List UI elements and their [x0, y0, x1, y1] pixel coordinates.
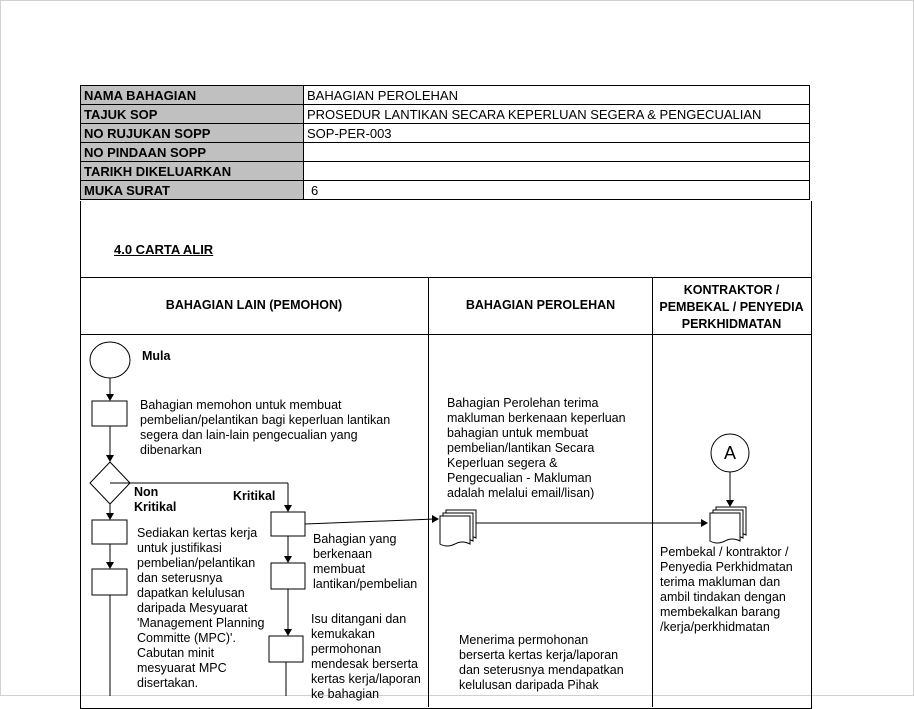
arrow-head: [701, 519, 708, 527]
text-line: dan seterusnya mendapatkan: [459, 663, 624, 677]
header-label: MUKA SURAT: [81, 181, 304, 200]
text-line: dapatkan kelulusan: [137, 586, 245, 600]
column-header-perolehan: BAHAGIAN PEROLEHAN: [465, 298, 616, 312]
text-line: kertas kerja/laporan: [311, 672, 421, 686]
arrow-head: [106, 513, 114, 520]
header-value: PROSEDUR LANTIKAN SECARA KEPERLUAN SEGERA & PENGECUALIAN: [304, 105, 810, 124]
header-label: TAJUK SOP: [81, 105, 304, 124]
text-line: mendesak berserta: [311, 657, 419, 671]
arrow-head: [726, 500, 734, 507]
section-title: 4.0 CARTA ALIR: [114, 242, 214, 257]
process-box-prepare: [92, 520, 127, 544]
text-line: 'Management Planning: [137, 616, 265, 630]
text-line: Bahagian yang: [313, 532, 397, 546]
header-value: BAHAGIAN PEROLEHAN: [304, 86, 810, 105]
kontraktor-text: [660, 545, 793, 635]
process-box-appoint: [271, 563, 305, 589]
header-label: TARIKH DIKELUARKAN: [81, 162, 304, 181]
critical-label: Kritikal: [233, 489, 276, 503]
text-line: berkenaan: [313, 547, 373, 561]
header-label: NO PINDAAN SOPP: [81, 143, 304, 162]
column-header-line: KONTRAKTOR /: [683, 283, 780, 297]
connector-a-label: A: [723, 443, 736, 463]
text-line: Cabutan minit: [137, 646, 215, 660]
start-terminator: [90, 342, 130, 378]
arrow-head: [106, 394, 114, 401]
text-line: Keperluan segera &: [447, 456, 558, 470]
column-header-pemohon: BAHAGIAN LAIN (PEMOHON): [165, 298, 343, 312]
arrow-head: [284, 505, 292, 512]
text-line: pembelian/pelantikan bagi keperluan lantikan: [140, 413, 391, 427]
text-line: pembelian/lantikan Secara: [447, 441, 595, 455]
arrow-head: [284, 556, 292, 563]
text-line: Bahagian memohon untuk membuat: [140, 398, 342, 412]
connector-line: [305, 519, 435, 524]
text-line: membekalkan barang: [660, 605, 781, 619]
text-line: kemukakan: [311, 627, 375, 641]
header-value: SOP-PER-003: [304, 124, 810, 143]
document-stack-kontraktor: [710, 513, 740, 543]
arrow-head: [106, 455, 114, 462]
text-line: ke bahagian: [311, 687, 380, 701]
text-line: adalah melalui email/lisan): [447, 486, 595, 500]
text-line: permohonan: [311, 642, 382, 656]
submit-text: [311, 612, 421, 702]
text-line: segera dan lain-lain pengecualian yang: [140, 428, 358, 442]
appoint-text: [313, 532, 417, 592]
document-stack-perolehan: [440, 516, 470, 546]
text-line: disertakan.: [137, 676, 199, 690]
text-line: daripada Mesyuarat: [137, 601, 248, 615]
text-line: mesyuarat MPC: [137, 661, 227, 675]
text-line: untuk justifikasi: [137, 541, 222, 555]
text-line: dibenarkan: [140, 443, 202, 457]
perolehan-approval-text: [459, 633, 624, 693]
text-line: Bahagian Perolehan terima: [447, 396, 599, 410]
process-box-critical: [271, 512, 305, 536]
text-line: makluman berkenaan keperluan: [447, 411, 626, 425]
header-value: 6: [304, 181, 810, 200]
text-line: Non: [134, 485, 159, 499]
prepare-text: [137, 526, 264, 691]
text-line: membuat: [313, 562, 366, 576]
text-line: kelulusan daripada Pihak: [459, 678, 599, 692]
text-line: berserta kertas kerja/laporan: [459, 648, 619, 662]
text-line: Isu ditangani dan: [311, 612, 407, 626]
text-line: ambil tindakan dengan: [660, 590, 786, 604]
arrow-head: [284, 629, 292, 636]
perolehan-receive-text: [447, 396, 626, 501]
non-critical-label: [134, 485, 176, 515]
text-line: pembelian/pelantikan: [137, 556, 256, 570]
text-line: Committe (MPC)'.: [137, 631, 236, 645]
text-line: terima makluman dan: [660, 575, 781, 589]
text-line: Pembekal / kontraktor /: [660, 545, 789, 559]
text-line: bahagian untuk membuat: [447, 426, 589, 440]
text-line: lantikan/pembelian: [313, 577, 418, 591]
arrow-head: [106, 562, 114, 569]
text-line: Sediakan kertas kerja: [137, 526, 258, 540]
text-line: /kerja/perkhidmatan: [660, 620, 770, 634]
header-label: NAMA BAHAGIAN: [81, 86, 304, 105]
process-box-submit: [269, 636, 303, 662]
arrow-head: [432, 515, 439, 523]
text-line: Penyedia Perkhidmatan: [660, 560, 793, 574]
column-header-line: PERKHIDMATAN: [681, 317, 782, 331]
header-label: NO RUJUKAN SOPP: [81, 124, 304, 143]
text-line: Pengecualian - Makluman: [447, 471, 592, 485]
start-label: Mula: [142, 349, 171, 363]
process-box-approval: [92, 569, 127, 595]
request-text: [140, 398, 390, 458]
text-line: Kritikal: [134, 500, 177, 514]
text-line: Menerima permohonan: [459, 633, 589, 647]
process-box-request: [92, 401, 127, 426]
text-line: dan seterusnya: [137, 571, 223, 585]
column-header-line: PEMBEKAL / PENYEDIA: [659, 300, 804, 314]
